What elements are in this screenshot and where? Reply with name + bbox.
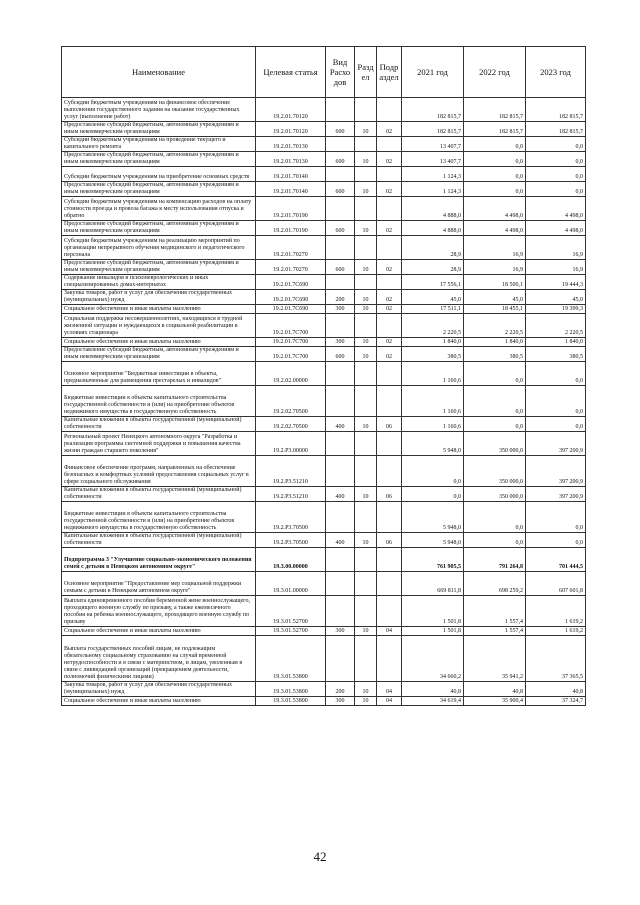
row-target-code: 19.2.01.70140 xyxy=(256,167,326,182)
row-name: Предоставление субсидий бюджетным, автономным учреждениям и иным некоммерческим организациям xyxy=(62,122,256,137)
row-value-2022: 182 815,7 xyxy=(464,98,526,122)
table-row xyxy=(62,456,586,487)
table-row xyxy=(62,682,586,697)
row-target-code: 19.2.01.7C700 xyxy=(256,314,326,338)
row-name: Содержание инвалидов в психоневрологических и иных специализированных домах-интернатах xyxy=(62,275,256,290)
row-value-2022: 0,0 xyxy=(464,182,526,197)
row-value-2023: 380,5 xyxy=(526,347,586,362)
row-value-2022: 350 000,0 xyxy=(464,456,526,487)
row-subsection: 02 xyxy=(377,260,402,275)
table-row xyxy=(62,221,586,236)
row-name: Социальное обеспечение и иные выплаты населению xyxy=(62,697,256,706)
row-value-2023: 4 498,0 xyxy=(526,197,586,221)
row-section xyxy=(355,137,377,152)
table-row xyxy=(62,290,586,305)
row-target-code: 19.2.P3.51210 xyxy=(256,456,326,487)
row-value-2022: 2 220,5 xyxy=(464,314,526,338)
row-expense-type xyxy=(326,432,355,456)
row-value-2023: 0,0 xyxy=(526,137,586,152)
row-section xyxy=(355,362,377,386)
row-value-2022: 182 815,7 xyxy=(464,122,526,137)
header-year-2021: 2021 год xyxy=(402,47,464,98)
row-name: Социальное обеспечение и иные выплаты населению xyxy=(62,338,256,347)
table-row xyxy=(62,152,586,167)
row-name: Предоставление субсидий бюджетным, автономным учреждениям и иным некоммерческим организациям xyxy=(62,152,256,167)
row-section: 10 xyxy=(355,682,377,697)
row-expense-type: 400 xyxy=(326,533,355,548)
row-subsection: 04 xyxy=(377,627,402,636)
row-expense-type: 200 xyxy=(326,682,355,697)
row-subsection xyxy=(377,275,402,290)
row-section: 10 xyxy=(355,305,377,314)
row-target-code: 19.2.01.7C700 xyxy=(256,338,326,347)
row-section xyxy=(355,502,377,533)
row-subsection xyxy=(377,456,402,487)
row-value-2023: 16,9 xyxy=(526,236,586,260)
row-value-2021: 182 815,7 xyxy=(402,122,464,137)
row-section xyxy=(355,548,377,572)
row-value-2022: 16,9 xyxy=(464,236,526,260)
row-value-2022: 1 840,0 xyxy=(464,338,526,347)
row-expense-type xyxy=(326,362,355,386)
table-row xyxy=(62,314,586,338)
row-value-2023: 0,0 xyxy=(526,417,586,432)
row-value-2023: 0,0 xyxy=(526,362,586,386)
row-expense-type xyxy=(326,456,355,487)
row-section xyxy=(355,167,377,182)
row-name: Финансовое обеспечение программ, направленных на обеспечение безопасных и комфортных условий предоставления социальных услуг в сфере социального обслуживания xyxy=(62,456,256,487)
row-target-code: 19.2.01.7C690 xyxy=(256,290,326,305)
row-expense-type xyxy=(326,275,355,290)
row-value-2021: 761 905,5 xyxy=(402,548,464,572)
row-value-2021: 380,5 xyxy=(402,347,464,362)
row-target-code: 19.3.01.53800 xyxy=(256,636,326,682)
row-target-code: 19.2.01.70120 xyxy=(256,98,326,122)
row-section xyxy=(355,456,377,487)
row-name: Субсидии бюджетным учреждениям на проведение текущего и капитального ремонта xyxy=(62,137,256,152)
row-target-code: 19.3.01.52700 xyxy=(256,627,326,636)
row-name: Закупка товаров, работ и услуг для обеспечения государственных (муниципальных) нужд xyxy=(62,682,256,697)
table-row xyxy=(62,697,586,706)
table-row xyxy=(62,347,586,362)
row-subsection: 02 xyxy=(377,221,402,236)
row-value-2022: 45,0 xyxy=(464,290,526,305)
row-section: 10 xyxy=(355,487,377,502)
row-name: Субсидии бюджетным учреждениям на приобретение основных средств xyxy=(62,167,256,182)
row-expense-type xyxy=(326,167,355,182)
row-value-2023: 19 399,3 xyxy=(526,305,586,314)
table-row xyxy=(62,596,586,627)
row-expense-type: 400 xyxy=(326,417,355,432)
row-name: Предоставление субсидий бюджетным, автономным учреждениям и иным некоммерческим организациям xyxy=(62,347,256,362)
table-row xyxy=(62,167,586,182)
header-expense-type: Вид Расхо дов xyxy=(326,47,355,98)
row-name: Капитальные вложения в объекты государственной (муниципальной) собственности xyxy=(62,533,256,548)
row-value-2023: 0,0 xyxy=(526,533,586,548)
table-row xyxy=(62,432,586,456)
table-row xyxy=(62,627,586,636)
row-target-code: 19.2.01.7C690 xyxy=(256,275,326,290)
row-value-2022: 16,9 xyxy=(464,260,526,275)
row-name: Закупка товаров, работ и услуг для обеспечения государственных (муниципальных) нужд xyxy=(62,290,256,305)
row-value-2021: 1 501,8 xyxy=(402,596,464,627)
row-target-code: 19.3.01.52700 xyxy=(256,596,326,627)
row-value-2021: 669 811,8 xyxy=(402,572,464,596)
row-value-2022: 791 264,8 xyxy=(464,548,526,572)
row-value-2022: 18 500,1 xyxy=(464,275,526,290)
row-target-code: 19.2.01.70140 xyxy=(256,182,326,197)
row-value-2023: 4 498,0 xyxy=(526,221,586,236)
table-row xyxy=(62,137,586,152)
row-subsection xyxy=(377,386,402,417)
row-value-2023: 182 815,7 xyxy=(526,98,586,122)
row-value-2021: 5 948,0 xyxy=(402,502,464,533)
row-section xyxy=(355,98,377,122)
row-target-code: 19.3.00.00000 xyxy=(256,548,326,572)
row-section xyxy=(355,275,377,290)
row-value-2022: 1 557,4 xyxy=(464,627,526,636)
row-section: 10 xyxy=(355,417,377,432)
row-value-2023: 45,0 xyxy=(526,290,586,305)
row-value-2021: 2 220,5 xyxy=(402,314,464,338)
budget-table xyxy=(61,46,586,706)
table-row xyxy=(62,122,586,137)
row-section: 10 xyxy=(355,697,377,706)
row-subsection: 06 xyxy=(377,533,402,548)
row-expense-type: 600 xyxy=(326,347,355,362)
row-name: Основное мероприятие "Бюджетные инвестиции в объекты, предназначенные для размещения престарелых и инвалидов" xyxy=(62,362,256,386)
row-target-code: 19.2.02.70500 xyxy=(256,386,326,417)
row-expense-type xyxy=(326,314,355,338)
row-target-code: 19.2.01.70270 xyxy=(256,260,326,275)
row-value-2021: 1 501,8 xyxy=(402,627,464,636)
row-name: Субсидии бюджетным учреждениям на компенсацию расходов на оплату стоимости проезда и провоза багажа к месту использования отпуска и обратно xyxy=(62,197,256,221)
row-value-2022: 0,0 xyxy=(464,533,526,548)
row-name: Основное мероприятие "Предоставление мер социальной поддержки семьям с детьми в Ненецком автономном округе" xyxy=(62,572,256,596)
row-expense-type: 300 xyxy=(326,305,355,314)
row-value-2021: 34 660,2 xyxy=(402,636,464,682)
row-value-2023: 0,0 xyxy=(526,182,586,197)
row-subsection: 04 xyxy=(377,682,402,697)
row-value-2021: 1 840,0 xyxy=(402,338,464,347)
row-value-2022: 35 900,4 xyxy=(464,697,526,706)
row-value-2023: 182 815,7 xyxy=(526,122,586,137)
row-expense-type: 600 xyxy=(326,152,355,167)
row-value-2022: 40,8 xyxy=(464,682,526,697)
header-target-article: Целевая статья xyxy=(256,47,326,98)
row-target-code: 19.2.01.7C690 xyxy=(256,305,326,314)
row-expense-type xyxy=(326,548,355,572)
row-value-2021: 0,0 xyxy=(402,487,464,502)
row-target-code: 19.2.P3.51210 xyxy=(256,487,326,502)
row-subsection xyxy=(377,236,402,260)
row-value-2022: 0,0 xyxy=(464,417,526,432)
row-subsection xyxy=(377,197,402,221)
row-target-code: 19.2.01.70190 xyxy=(256,221,326,236)
row-subsection: 02 xyxy=(377,152,402,167)
row-subsection xyxy=(377,137,402,152)
row-target-code: 19.3.01.00000 xyxy=(256,572,326,596)
table-row xyxy=(62,386,586,417)
row-value-2022: 0,0 xyxy=(464,362,526,386)
row-expense-type: 600 xyxy=(326,221,355,236)
table-row xyxy=(62,98,586,122)
row-value-2023: 37 365,5 xyxy=(526,636,586,682)
row-name: Бюджетные инвестиции в объекты капитального строительства государственной собственности и (или) на приобретение объектов недвижимого имущества в государственную собственность xyxy=(62,386,256,417)
row-target-code: 19.2.01.70130 xyxy=(256,137,326,152)
row-value-2022: 35 941,2 xyxy=(464,636,526,682)
row-value-2021: 1 160,6 xyxy=(402,417,464,432)
row-value-2022: 0,0 xyxy=(464,502,526,533)
row-value-2021: 0,0 xyxy=(402,456,464,487)
row-section xyxy=(355,636,377,682)
row-target-code: 19.2.P3.70500 xyxy=(256,502,326,533)
row-expense-type xyxy=(326,572,355,596)
row-target-code: 19.2.02.00000 xyxy=(256,362,326,386)
table-row xyxy=(62,533,586,548)
row-target-code: 19.3.01.53800 xyxy=(256,697,326,706)
row-section: 10 xyxy=(355,122,377,137)
row-name: Выплата государственных пособий лицам, не подлежащим обязательному социальному страхованию на случай временной нетрудоспособности и в связи с материнством, и лицам, уволенным в связи с ликвидацией организаций (прекращением деятельности, полномочий физическими лицами) xyxy=(62,636,256,682)
row-expense-type: 300 xyxy=(326,627,355,636)
row-target-code: 19.2.01.70270 xyxy=(256,236,326,260)
row-section: 10 xyxy=(355,260,377,275)
row-name: Предоставление субсидий бюджетным, автономным учреждениям и иным некоммерческим организациям xyxy=(62,221,256,236)
row-name: Подпрограмма 3 "Улучшение социально-экономического положения семей с детьми в Ненецком автономном округе" xyxy=(62,548,256,572)
row-section: 10 xyxy=(355,627,377,636)
table-row xyxy=(62,572,586,596)
table-row xyxy=(62,338,586,347)
row-value-2023: 2 220,5 xyxy=(526,314,586,338)
row-value-2022: 18 455,1 xyxy=(464,305,526,314)
row-value-2021: 5 948,0 xyxy=(402,432,464,456)
row-subsection: 02 xyxy=(377,305,402,314)
row-section: 10 xyxy=(355,221,377,236)
table-row xyxy=(62,275,586,290)
row-expense-type: 200 xyxy=(326,290,355,305)
row-target-code: 19.2.01.70120 xyxy=(256,122,326,137)
row-value-2021: 13 407,7 xyxy=(402,152,464,167)
row-value-2023: 1 619,2 xyxy=(526,596,586,627)
row-value-2021: 28,9 xyxy=(402,236,464,260)
header-year-2022: 2022 год xyxy=(464,47,526,98)
row-name: Субсидии бюджетным учреждениям на финансовое обеспечение выполнения государственного задания на оказание государственных услуг (выполнение работ) xyxy=(62,98,256,122)
row-subsection xyxy=(377,314,402,338)
row-value-2021: 182 815,7 xyxy=(402,98,464,122)
row-value-2023: 607 601,8 xyxy=(526,572,586,596)
row-value-2022: 698 259,2 xyxy=(464,572,526,596)
row-section xyxy=(355,596,377,627)
row-name: Бюджетные инвестиции в объекты капитального строительства государственной собственности и (или) на приобретение объектов недвижимого имущества в государственную собственность xyxy=(62,502,256,533)
row-value-2021: 1 124,3 xyxy=(402,167,464,182)
row-expense-type: 600 xyxy=(326,182,355,197)
row-name: Социальная поддержка несовершеннолетних, находящихся в трудной жизненной ситуации и нуждающихся в социальной реабилитации в условиях стационара xyxy=(62,314,256,338)
table-row xyxy=(62,417,586,432)
row-value-2022: 4 498,0 xyxy=(464,221,526,236)
row-value-2021: 28,9 xyxy=(402,260,464,275)
budget-table-sheet xyxy=(61,46,585,706)
row-subsection: 02 xyxy=(377,122,402,137)
row-subsection: 06 xyxy=(377,417,402,432)
row-expense-type: 400 xyxy=(326,487,355,502)
row-value-2022: 0,0 xyxy=(464,386,526,417)
row-value-2022: 380,5 xyxy=(464,347,526,362)
row-subsection: 02 xyxy=(377,290,402,305)
row-value-2021: 4 888,0 xyxy=(402,197,464,221)
row-section xyxy=(355,197,377,221)
row-section xyxy=(355,432,377,456)
row-section: 10 xyxy=(355,338,377,347)
row-expense-type: 300 xyxy=(326,338,355,347)
table-row xyxy=(62,305,586,314)
header-subsection: Подр аздел xyxy=(377,47,402,98)
row-subsection: 02 xyxy=(377,338,402,347)
row-subsection xyxy=(377,636,402,682)
row-target-code: 19.3.01.53800 xyxy=(256,682,326,697)
row-expense-type xyxy=(326,137,355,152)
row-value-2023: 1 619,2 xyxy=(526,627,586,636)
table-row xyxy=(62,260,586,275)
row-name: Региональный проект Ненецкого автономного округа "Разработка и реализация программы системной поддержки и повышения качества жизни граждан старшего поколения" xyxy=(62,432,256,456)
row-name: Субсидии бюджетным учреждениям на реализацию мероприятий по организации непрерывного обучения медицинского и педагогического персонала xyxy=(62,236,256,260)
table-row xyxy=(62,236,586,260)
row-expense-type: 300 xyxy=(326,697,355,706)
row-value-2021: 13 407,7 xyxy=(402,137,464,152)
row-name: Капитальные вложения в объекты государственной (муниципальной) собственности xyxy=(62,487,256,502)
row-value-2021: 45,0 xyxy=(402,290,464,305)
table-row xyxy=(62,362,586,386)
page-number: 42 xyxy=(313,849,327,864)
row-section: 10 xyxy=(355,182,377,197)
row-subsection: 06 xyxy=(377,487,402,502)
row-subsection: 02 xyxy=(377,182,402,197)
row-target-code: 19.2.01.70130 xyxy=(256,152,326,167)
row-subsection xyxy=(377,362,402,386)
row-value-2022: 350 000,0 xyxy=(464,487,526,502)
row-section: 10 xyxy=(355,533,377,548)
row-value-2022: 1 557,4 xyxy=(464,596,526,627)
row-value-2023: 19 444,3 xyxy=(526,275,586,290)
row-value-2023: 0,0 xyxy=(526,152,586,167)
table-row xyxy=(62,182,586,197)
row-name: Предоставление субсидий бюджетным, автономным учреждениям и иным некоммерческим организациям xyxy=(62,260,256,275)
row-value-2021: 17 511,1 xyxy=(402,305,464,314)
row-value-2021: 1 124,3 xyxy=(402,182,464,197)
row-value-2021: 5 948,0 xyxy=(402,533,464,548)
row-name: Социальное обеспечение и иные выплаты населению xyxy=(62,627,256,636)
row-expense-type xyxy=(326,596,355,627)
row-subsection xyxy=(377,167,402,182)
table-row xyxy=(62,197,586,221)
header-name: Наименование xyxy=(62,47,256,98)
row-value-2023: 701 444,5 xyxy=(526,548,586,572)
row-value-2023: 37 324,7 xyxy=(526,697,586,706)
row-section xyxy=(355,236,377,260)
row-value-2022: 0,0 xyxy=(464,152,526,167)
row-value-2023: 16,9 xyxy=(526,260,586,275)
row-target-code: 19.2.P3.00000 xyxy=(256,432,326,456)
row-value-2021: 34 619,4 xyxy=(402,697,464,706)
header-section: Разд ел xyxy=(355,47,377,98)
row-value-2023: 397 200,9 xyxy=(526,432,586,456)
row-target-code: 19.2.02.70500 xyxy=(256,417,326,432)
row-section: 10 xyxy=(355,152,377,167)
table-row xyxy=(62,487,586,502)
row-name: Предоставление субсидий бюджетным, автономным учреждениям и иным некоммерческим организациям xyxy=(62,182,256,197)
row-section: 10 xyxy=(355,290,377,305)
row-expense-type: 600 xyxy=(326,260,355,275)
row-name: Выплата единовременного пособия беременной жене военнослужащего, проходящего военную службу по призыву, а также ежемесячного пособия на ребенка военнослужащего, проходящего военную службу по призыву xyxy=(62,596,256,627)
row-value-2023: 0,0 xyxy=(526,502,586,533)
row-subsection xyxy=(377,596,402,627)
row-value-2021: 17 556,1 xyxy=(402,275,464,290)
row-subsection xyxy=(377,548,402,572)
row-name: Социальное обеспечение и иные выплаты населению xyxy=(62,305,256,314)
row-name: Капитальные вложения в объекты государственной (муниципальной) собственности xyxy=(62,417,256,432)
row-value-2023: 397 200,9 xyxy=(526,487,586,502)
row-section xyxy=(355,386,377,417)
table-row xyxy=(62,548,586,572)
row-value-2023: 40,8 xyxy=(526,682,586,697)
row-expense-type xyxy=(326,98,355,122)
row-target-code: 19.2.01.70190 xyxy=(256,197,326,221)
row-section xyxy=(355,572,377,596)
row-expense-type xyxy=(326,636,355,682)
row-subsection xyxy=(377,502,402,533)
row-section xyxy=(355,314,377,338)
row-expense-type xyxy=(326,386,355,417)
row-expense-type xyxy=(326,236,355,260)
table-row xyxy=(62,636,586,682)
row-value-2022: 350 000,0 xyxy=(464,432,526,456)
row-value-2022: 4 498,0 xyxy=(464,197,526,221)
row-value-2022: 0,0 xyxy=(464,167,526,182)
row-expense-type: 600 xyxy=(326,122,355,137)
row-expense-type xyxy=(326,197,355,221)
table-header-row xyxy=(62,47,586,98)
table-body xyxy=(62,98,586,706)
row-value-2021: 40,8 xyxy=(402,682,464,697)
row-subsection xyxy=(377,98,402,122)
header-year-2023: 2023 год xyxy=(526,47,586,98)
row-subsection: 04 xyxy=(377,697,402,706)
row-value-2021: 1 160,6 xyxy=(402,362,464,386)
row-value-2023: 0,0 xyxy=(526,167,586,182)
row-value-2021: 1 160,6 xyxy=(402,386,464,417)
row-subsection xyxy=(377,572,402,596)
row-section: 10 xyxy=(355,347,377,362)
table-row xyxy=(62,502,586,533)
row-value-2022: 0,0 xyxy=(464,137,526,152)
row-subsection xyxy=(377,432,402,456)
row-subsection: 02 xyxy=(377,347,402,362)
row-target-code: 19.2.P3.70500 xyxy=(256,533,326,548)
row-value-2023: 397 200,9 xyxy=(526,456,586,487)
row-value-2023: 1 840,0 xyxy=(526,338,586,347)
row-expense-type xyxy=(326,502,355,533)
row-value-2023: 0,0 xyxy=(526,386,586,417)
row-value-2021: 4 888,0 xyxy=(402,221,464,236)
row-target-code: 19.2.01.7C700 xyxy=(256,347,326,362)
